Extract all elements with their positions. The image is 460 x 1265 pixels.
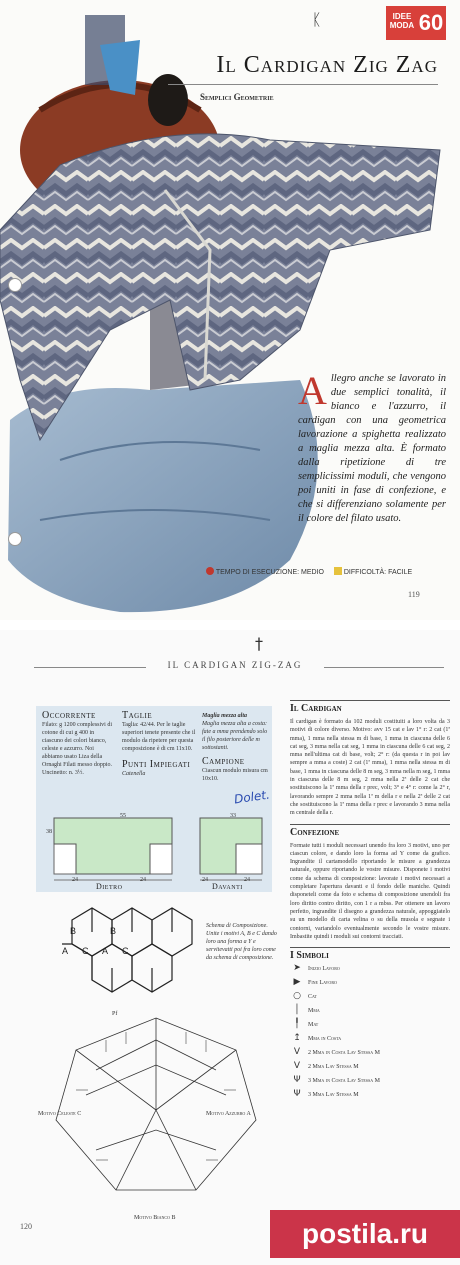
symbol-icon: Ψ	[293, 1075, 301, 1086]
dim-bottom: 24	[244, 877, 250, 883]
taglie-title: Taglie	[122, 710, 153, 721]
motif-a-label: Motivo Azzurro A	[206, 1111, 251, 1117]
occorrente-text: Filato: g 1200 complessivi di cotone di cui g 400 in ciascuno dei colori bianco, celeste e azzurro. Noi abbiamo usato Liza della Ornaghi Filati messo doppio. Uncinetto: n. 3½.	[42, 722, 112, 776]
symbol-row	[290, 977, 450, 989]
title-rule	[168, 84, 438, 85]
time-icon	[206, 567, 214, 575]
start-marker-label: Pf	[112, 1011, 118, 1017]
materials-box	[36, 706, 272, 892]
symbol-row	[290, 1061, 450, 1073]
symbol-label: Mma in Costa	[308, 1036, 342, 1043]
binder-hole	[8, 278, 22, 292]
motif-label-c: C	[122, 946, 129, 956]
dim-bottom: 24	[140, 877, 146, 883]
campione-text: Ciascun modulo misura cm 10x10.	[202, 768, 268, 782]
mma-title: Maglia mezza alta	[202, 713, 248, 719]
time-label: TEMPO DI ESECUZIONE: MEDIO	[215, 569, 324, 576]
head-rule	[34, 667, 146, 668]
symbol-label: Fine Lavoro	[308, 980, 337, 987]
issue-number: 60	[418, 10, 444, 35]
symbol-icon: V	[293, 1047, 301, 1058]
page-119	[0, 0, 460, 620]
symbol-label: Cat	[308, 994, 317, 1001]
symbol-icon: ○	[293, 991, 301, 1002]
page-120	[0, 630, 460, 1265]
head-rule	[324, 667, 444, 668]
symbol-icon: │	[294, 1005, 300, 1016]
symbol-label: Inizio Lavoro	[308, 966, 340, 973]
confezione-title: Confezione	[290, 824, 450, 838]
simboli-title: I Simboli	[290, 947, 450, 961]
stitch-section	[202, 712, 268, 783]
punti-title: Punti Impiegati	[122, 759, 191, 770]
cardigan-text: Il cardigan è formato da 102 moduli costituiti a loro volta da 3 motivi di colore diverso. Motivo: avv 15 cat e lav 1° r: 2 cat (1ª mma), 1 mma nella stessa m di base, 1 mma in ciascuna delle 6 cat seg, 3 mma nella cat seg, 1 mma in ciascuna delle 6 cat seg, 2 mma nell'ultima cat di base, volt; 2° r: (da questa r in poi lav sempre a mma a coste) 2 cat (1ª mma), 1 mma nella stessa m di base, 1 mma in ciascuna delle 8 m seg, 3 mma nella m seg, 1 mma in ciascuna delle 8 m seg, 2 mma nella 2ª delle 2 cat che sostituiscono la 1ª mma della r prec, volt; 3° e 4° r: come la 2° r, lavorando sempre 2 mma nella 1ª m della r e nella 2ª delle 2 cat che sostituiscono la 1ª mma della r prec e lavorando 3 mma nella m centrale della r.	[290, 719, 450, 817]
symbol-row	[290, 1047, 450, 1059]
symbol-row	[290, 1089, 450, 1101]
pen-mark: ᛕ	[312, 10, 322, 29]
campione-title: Campione	[202, 756, 245, 767]
symbol-icon: V	[293, 1061, 301, 1072]
davanti-label: Davanti	[212, 882, 243, 891]
handwritten-note: Dolet.	[233, 787, 271, 807]
intro-paragraph	[298, 368, 446, 526]
symbol-label: Mma	[308, 1008, 320, 1015]
binder-hole	[8, 532, 22, 546]
symbol-label: Mat	[308, 1022, 319, 1029]
symbol-icon: ╿	[294, 1019, 300, 1030]
magazine-badge	[386, 6, 446, 40]
motif-label-b: B	[110, 926, 117, 936]
occorrente-section	[42, 710, 116, 777]
motif-label-b: B	[70, 926, 77, 936]
difficulty-label: DIFFICOLTÀ: FACILE	[343, 569, 413, 576]
drop-cap: A	[298, 368, 327, 413]
dim-top-dietro: 55	[120, 813, 126, 819]
punti-text: Catenella	[122, 771, 146, 777]
symbol-icon: ↥	[293, 1033, 301, 1044]
dietro-label: Dietro	[96, 882, 123, 891]
symbol-label: 2 Mma Lav Stessa M	[308, 1064, 359, 1071]
motif-label-c: C	[82, 946, 89, 956]
info-bar	[206, 567, 442, 581]
intro-text: llegro anche se lavorato in due semplici tonalità, il bianco e l'azzurro, il cardigan con una geometrica lavorazione a spighetta realizzato a maglia mezza alta. È formato dalla ripetizione di tre semplicissimi moduli, che vengono poi uniti in fase di confezione, e che si differenziano solamente per il colore del filato usato.	[298, 373, 446, 524]
page-number: 120	[20, 1222, 32, 1231]
symbol-icon: ▶	[293, 977, 301, 988]
watermark-logo: postila.ru	[270, 1210, 460, 1258]
symbol-row	[290, 1033, 450, 1045]
symbol-icon: Ψ	[293, 1089, 301, 1100]
page-subtitle: Semplici Geometrie	[200, 92, 274, 102]
mma-text: Maglia mezza alta a costa: fate a mma prendendo solo il filo posteriore delle m sottostanti.	[202, 721, 268, 751]
motif-label-a: A	[62, 946, 69, 956]
symbol-row	[290, 991, 450, 1003]
running-head	[0, 660, 460, 674]
dim-bottom: 24	[72, 877, 78, 883]
symbol-label: 3 Mma in Costa Lav Stessa M	[308, 1078, 380, 1085]
motif-label-a: A	[102, 946, 109, 956]
taglie-section	[122, 710, 198, 778]
symbol-label: 3 Mma Lav Stessa M	[308, 1092, 359, 1099]
dim-bottom: 24	[202, 877, 208, 883]
taglie-text: Taglia: 42/44. Per le taglie superiori tenete presente che il modulo da ripetere per questa composizione è di cm 11x10.	[122, 722, 196, 752]
dim-side: 38	[46, 829, 52, 835]
symbol-list	[290, 963, 450, 1101]
page-title: Il Cardigan Zig Zag	[216, 52, 438, 78]
symbol-row	[290, 963, 450, 975]
instructions-column	[290, 700, 450, 1101]
symbol-row	[290, 1075, 450, 1087]
dim-top-davanti: 33	[230, 813, 236, 819]
cardigan-title: Il Cardigan	[290, 700, 450, 714]
occorrente-title: Occorrente	[42, 710, 96, 721]
running-head-text: IL CARDIGAN ZIG-ZAG	[167, 660, 303, 670]
symbol-row	[290, 1019, 450, 1031]
schema-caption: Schema di Composizione. Unite i motivi A, B e C dando loro una forma a Y e servitevatti poi fra loro come da schema di composizione.	[206, 923, 277, 961]
confezione-text: Formate tutti i moduli necessari unendo fra loro 3 motivi, uno per ciascun colore, e dando loro la forma ad Y come da grafico. Ingrandite il cartamodello riportando le misure a grandezza naturale, oppure riportando le vostre misure. Disponete i motivi come da schema di composizione: lavorate i motivi necessari a completare l'apertura davanti e il fondo delle maniche. Quindi disponeteli come da foto e schema di composizione unendoli fra loro diritto contro diritto, con 1 r a mbss. Per ottenere un lavoro perfetto, ingrandite il disegno a grandezza naturale, appoggiatelo su un modello di carta velina o su della musola e segnate i contorni, variandolo eventualmente secondo le vostre misure. Imbastite quindi i moduli sui contorni tracciati.	[290, 842, 450, 940]
symbol-label: 2 Mma in Costa Lav Stessa M	[308, 1050, 380, 1057]
page-number: 119	[408, 590, 420, 599]
badge-tag: IDEE MODA	[389, 12, 415, 30]
pen-mark: †	[255, 634, 263, 653]
difficulty-icon	[334, 567, 342, 575]
symbol-row	[290, 1005, 450, 1017]
back-schematic	[40, 810, 180, 890]
motif-b-label: Motivo Bianco B	[134, 1215, 176, 1221]
symbol-icon: ➤	[293, 963, 301, 974]
motif-c-label: Motivo Celeste C	[38, 1111, 82, 1117]
